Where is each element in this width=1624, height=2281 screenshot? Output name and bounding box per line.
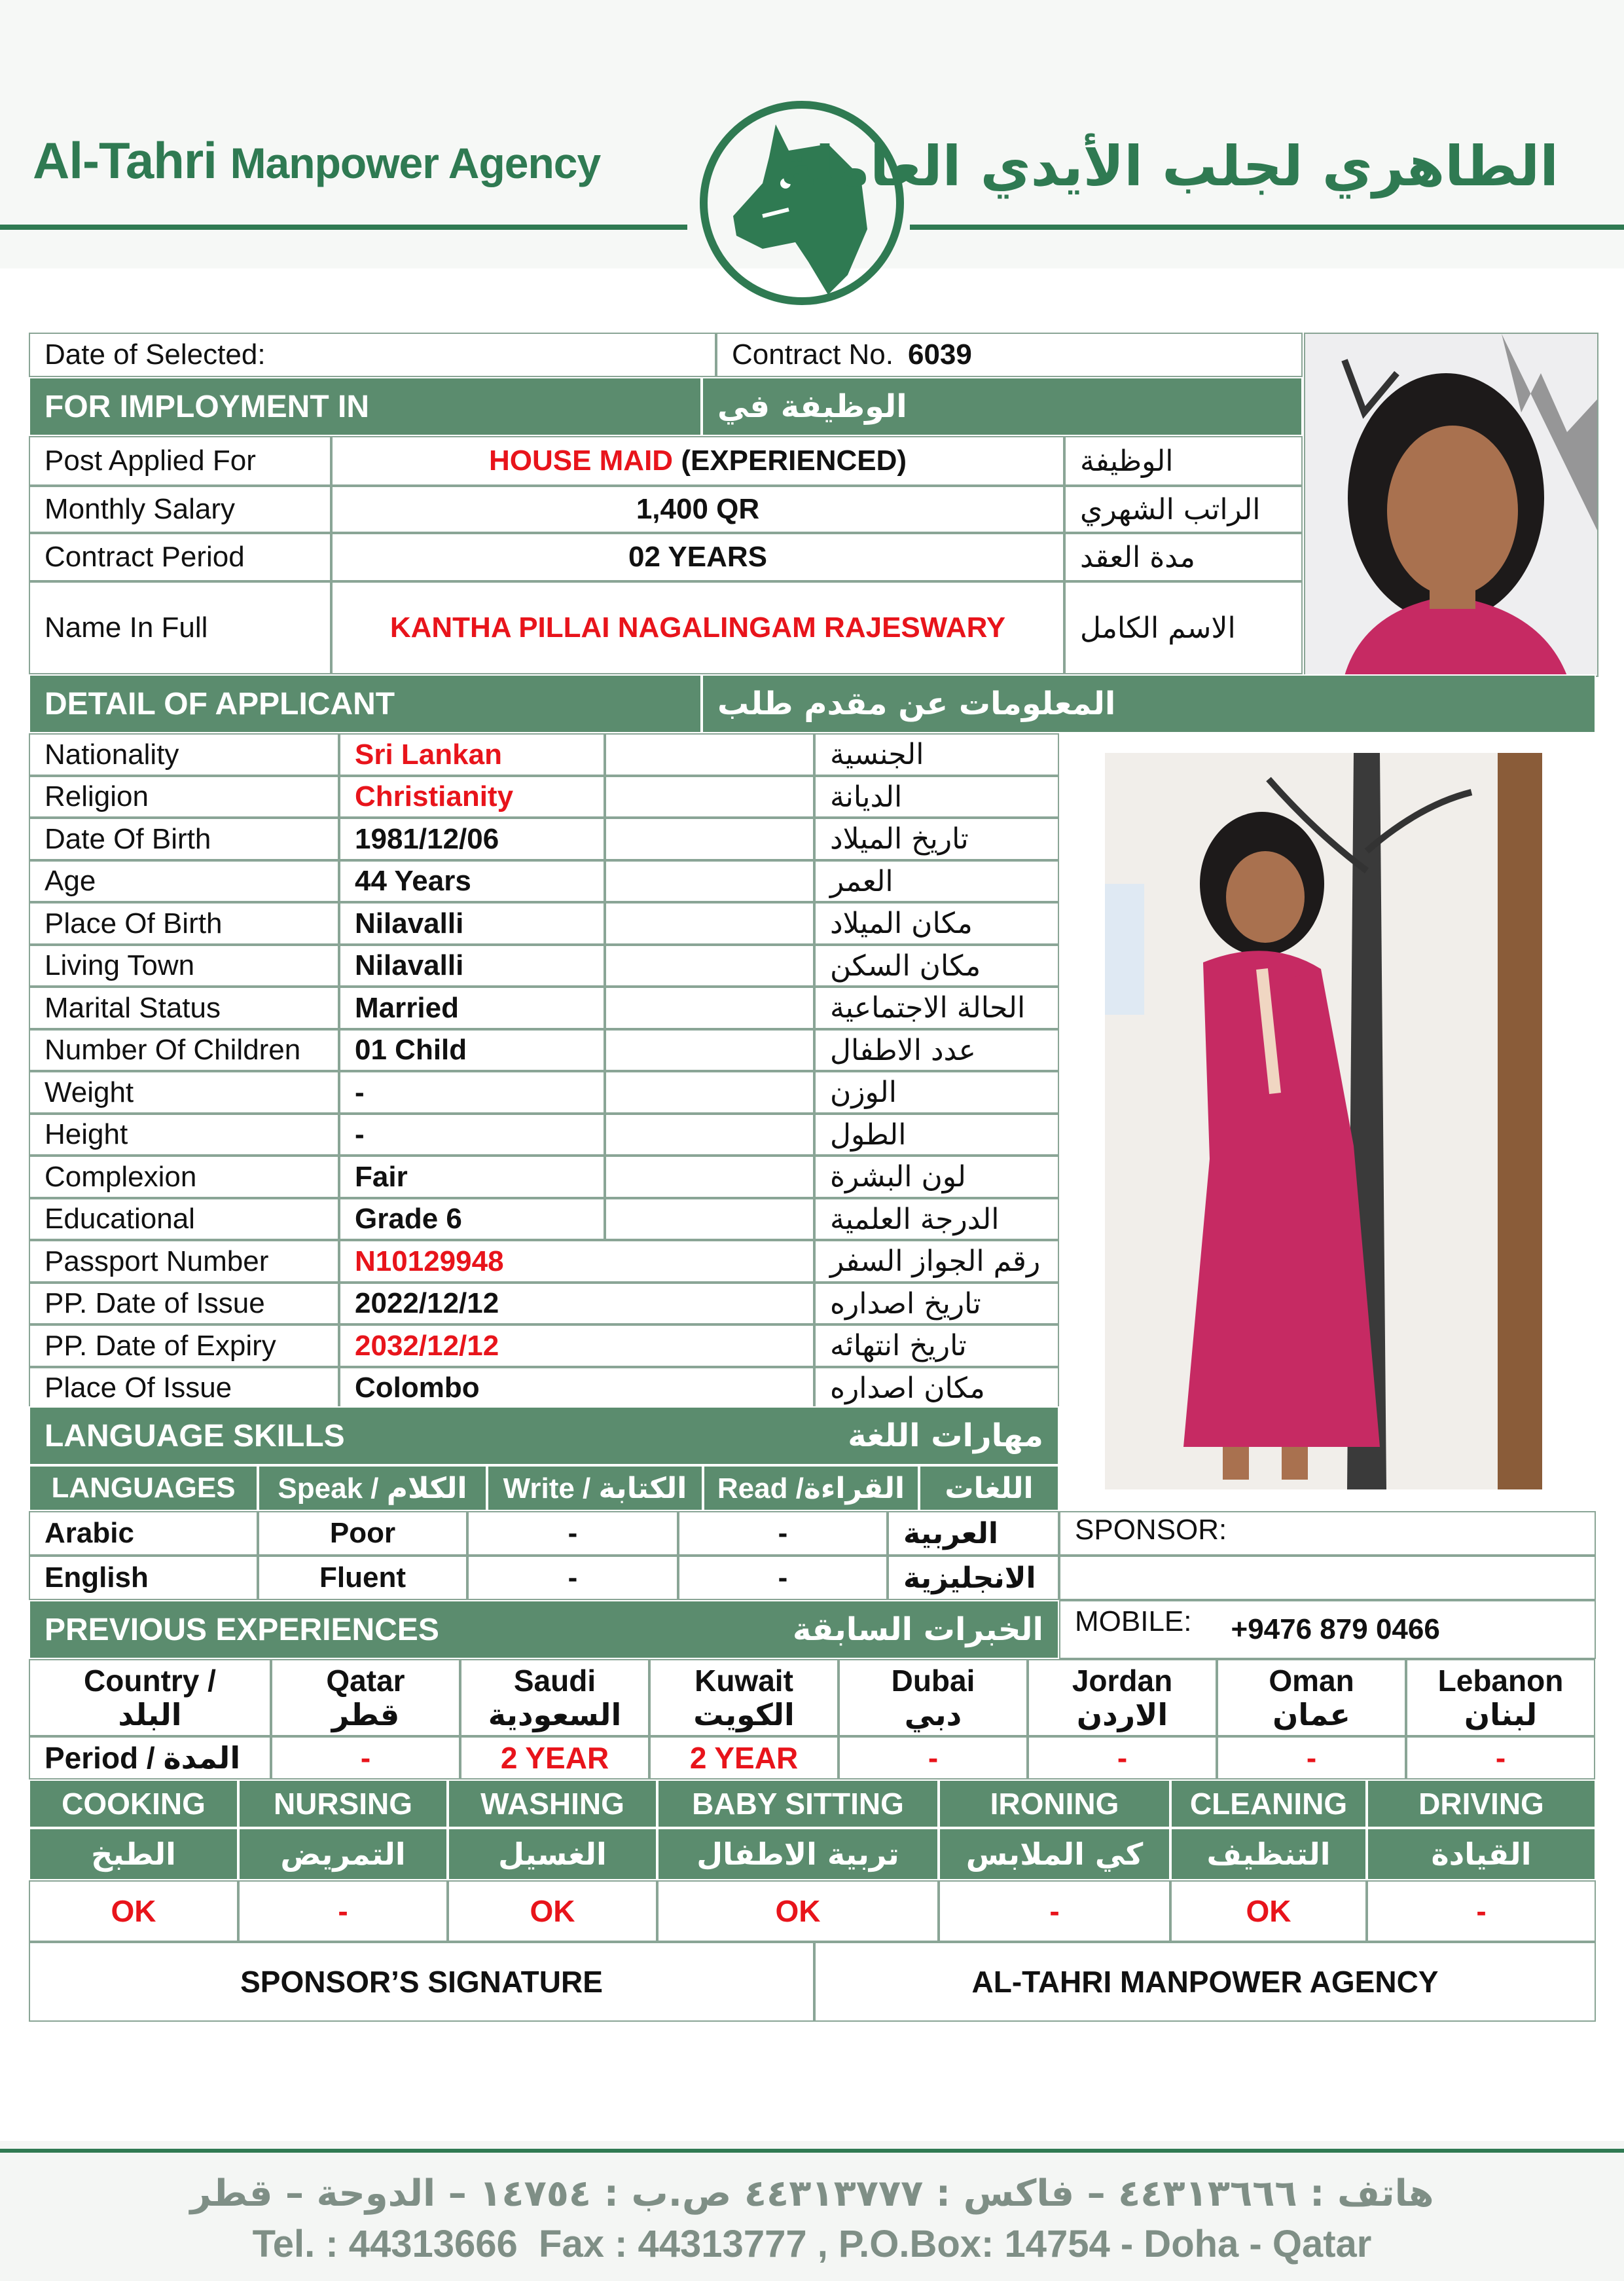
applicant-value: Nilavalli bbox=[339, 945, 605, 987]
footer-arabic: هاتف : ٤٤٣١٣٦٦٦ – فاكس : ٤٤٣١٣٧٧٧ ص.ب : ١٤٧٥٤ – الدوحة – قطر bbox=[190, 2172, 1434, 2215]
col-write: Write / الكتابة bbox=[487, 1465, 703, 1511]
sponsor-signature: SPONSOR’S SIGNATURE bbox=[29, 1942, 814, 2022]
skill-cleaning-value: OK bbox=[1170, 1880, 1367, 1942]
country-period: - bbox=[1217, 1736, 1406, 1779]
skill-cooking-en: COOKING bbox=[29, 1779, 238, 1828]
sponsor-cell bbox=[1059, 1511, 1596, 1556]
applicant-label: Religion bbox=[29, 776, 339, 818]
applicant-label-ar: الطول bbox=[814, 1114, 1059, 1156]
country-label-cell bbox=[29, 1659, 271, 1736]
contract-no-cell bbox=[716, 333, 1303, 377]
skill-driving-ar: القيادة bbox=[1367, 1828, 1596, 1880]
employment-title-en: FOR IMPLOYMENT IN bbox=[29, 377, 702, 436]
applicant-value: Nilavalli bbox=[339, 902, 605, 945]
country-name-en: Lebanon bbox=[1437, 1664, 1564, 1698]
country-name-en: Jordan bbox=[1072, 1664, 1173, 1698]
experience-title-ar: الخبرات السابقة bbox=[793, 1611, 1043, 1648]
skill-baby-sitting-ar: تربية الاطفال bbox=[657, 1828, 939, 1880]
applicant-value: Colombo bbox=[339, 1367, 814, 1409]
applicant-value: 1981/12/06 bbox=[339, 818, 605, 860]
applicant-label-ar: مكان الميلاد bbox=[814, 902, 1059, 945]
lang-english-read: - bbox=[678, 1556, 888, 1600]
skill-nursing-ar: التمريض bbox=[238, 1828, 448, 1880]
skill-driving-en: DRIVING bbox=[1367, 1779, 1596, 1828]
country-name-ar: الاردن bbox=[1076, 1697, 1168, 1732]
applicant-label: Place Of Issue bbox=[29, 1367, 339, 1409]
lang-arabic: Arabic bbox=[29, 1511, 258, 1556]
applicant-label-ar: تاريخ الميلاد bbox=[814, 818, 1059, 860]
name-label: Name In Full bbox=[29, 581, 331, 674]
country-name-en: Saudi bbox=[513, 1664, 596, 1698]
applicant-label-ar: لون البشرة bbox=[814, 1156, 1059, 1198]
applicant-label: Place Of Birth bbox=[29, 902, 339, 945]
col-ar: اللغات bbox=[919, 1465, 1059, 1511]
col-languages: LANGUAGES bbox=[29, 1465, 258, 1511]
country-period: 2 YEAR bbox=[649, 1736, 839, 1779]
country-name-en: Dubai bbox=[891, 1664, 975, 1698]
country-name-ar: دبي bbox=[904, 1697, 962, 1732]
skill-baby-sitting-en: BABY SITTING bbox=[657, 1779, 939, 1828]
applicant-label-ar: مكان اصداره bbox=[814, 1367, 1059, 1409]
mobile-cell bbox=[1059, 1600, 1596, 1659]
applicant-label: Height bbox=[29, 1114, 339, 1156]
footer-line bbox=[0, 2149, 1624, 2153]
employment-title-ar: الوظيفة في bbox=[702, 377, 1303, 436]
applicant-label: Weight bbox=[29, 1071, 339, 1114]
date-selected-label: Date of Selected: bbox=[45, 338, 266, 371]
applicant-label-ar: تاريخ اصداره bbox=[814, 1283, 1059, 1324]
applicant-label-ar: الحالة الاجتماعية bbox=[814, 987, 1059, 1029]
country-qatar bbox=[271, 1659, 460, 1736]
applicant-value: - bbox=[339, 1114, 605, 1156]
agency-signature: AL-TAHRI MANPOWER AGENCY bbox=[814, 1942, 1596, 2022]
country-name-en: Kuwait bbox=[695, 1664, 793, 1698]
name-label-ar: الاسم الكامل bbox=[1064, 581, 1303, 674]
applicant-blank bbox=[605, 1029, 814, 1071]
applicant-blank bbox=[605, 987, 814, 1029]
applicant-blank bbox=[605, 1156, 814, 1198]
skill-cleaning-ar: التنظيف bbox=[1170, 1828, 1367, 1880]
applicant-title-en: DETAIL OF APPLICANT bbox=[29, 674, 702, 733]
applicant-label: Educational bbox=[29, 1198, 339, 1240]
applicant-value: - bbox=[339, 1071, 605, 1114]
sponsor-blank-cell bbox=[1059, 1556, 1596, 1600]
footer bbox=[0, 2141, 1624, 2281]
country-name-ar: عمان bbox=[1272, 1697, 1350, 1732]
skill-nursing-en: NURSING bbox=[238, 1779, 448, 1828]
applicant-label: Number Of Children bbox=[29, 1029, 339, 1071]
applicant-label-ar: الدرجة العلمية bbox=[814, 1198, 1059, 1240]
languages-title-en bbox=[29, 1406, 1059, 1465]
applicant-label: PP. Date of Expiry bbox=[29, 1324, 339, 1367]
applicant-label-ar: رقم الجواز السفر bbox=[814, 1240, 1059, 1283]
agency-name-sub: Manpower Agency bbox=[230, 139, 601, 187]
applicant-value: 44 Years bbox=[339, 860, 605, 902]
applicant-label: Date Of Birth bbox=[29, 818, 339, 860]
lang-arabic-speak: Poor bbox=[258, 1511, 467, 1556]
experience-title bbox=[29, 1600, 1059, 1659]
applicant-blank bbox=[605, 818, 814, 860]
experience-title-en: PREVIOUS EXPERIENCES bbox=[45, 1612, 439, 1647]
applicant-blank bbox=[605, 1071, 814, 1114]
mobile-value: +9476 879 0466 bbox=[1231, 1613, 1440, 1645]
skill-ironing-value: - bbox=[939, 1880, 1170, 1942]
applicant-label: Age bbox=[29, 860, 339, 902]
country-label-ar: البلد bbox=[118, 1697, 182, 1732]
skill-cooking-ar: الطبخ bbox=[29, 1828, 238, 1880]
full-body-photo bbox=[1105, 753, 1542, 1489]
applicant-blank bbox=[605, 945, 814, 987]
applicant-value: Fair bbox=[339, 1156, 605, 1198]
lang-arabic-read: - bbox=[678, 1511, 888, 1556]
languages-title-ar: مهارات اللغة bbox=[848, 1417, 1043, 1454]
skill-driving-value: - bbox=[1367, 1880, 1596, 1942]
skill-cooking-value: OK bbox=[29, 1880, 238, 1942]
skill-nursing-value: - bbox=[238, 1880, 448, 1942]
country-kuwait bbox=[649, 1659, 839, 1736]
lang-arabic-write: - bbox=[467, 1511, 678, 1556]
letterhead bbox=[0, 0, 1624, 268]
country-period: 2 YEAR bbox=[460, 1736, 649, 1779]
skill-washing-value: OK bbox=[448, 1880, 657, 1942]
applicant-value: Married bbox=[339, 987, 605, 1029]
applicant-value: N10129948 bbox=[339, 1240, 814, 1283]
country-period: - bbox=[271, 1736, 460, 1779]
country-saudi bbox=[460, 1659, 649, 1736]
applicant-blank bbox=[605, 860, 814, 902]
post-value bbox=[331, 436, 1064, 486]
country-period: - bbox=[1028, 1736, 1217, 1779]
applicant-label: Nationality bbox=[29, 733, 339, 776]
applicant-label: PP. Date of Issue bbox=[29, 1283, 339, 1324]
applicant-label: Living Town bbox=[29, 945, 339, 987]
portrait-photo bbox=[1304, 333, 1598, 677]
col-read: Read /القراءة bbox=[703, 1465, 919, 1511]
applicant-value: Christianity bbox=[339, 776, 605, 818]
applicant-title-ar: المعلومات عن مقدم طلب bbox=[702, 674, 1596, 733]
lang-english-write: - bbox=[467, 1556, 678, 1600]
salary-value: 1,400 QR bbox=[331, 486, 1064, 533]
applicant-blank bbox=[605, 776, 814, 818]
lang-arabic-ar: العربية bbox=[888, 1511, 1059, 1556]
applicant-label: Marital Status bbox=[29, 987, 339, 1029]
applicant-value: Grade 6 bbox=[339, 1198, 605, 1240]
salary-label: Monthly Salary bbox=[29, 486, 331, 533]
post-label: Post Applied For bbox=[29, 436, 331, 486]
skill-cleaning-en: CLEANING bbox=[1170, 1779, 1367, 1828]
period-row-label: Period / المدة bbox=[29, 1736, 271, 1779]
date-selected-cell bbox=[29, 333, 716, 377]
sponsor-label: SPONSOR: bbox=[1075, 1514, 1227, 1546]
skill-baby-sitting-value: OK bbox=[657, 1880, 939, 1942]
applicant-blank bbox=[605, 733, 814, 776]
applicant-label-ar: الديانة bbox=[814, 776, 1059, 818]
period-value: 02 YEARS bbox=[331, 533, 1064, 581]
country-name-en: Oman bbox=[1269, 1664, 1354, 1698]
skill-ironing-en: IRONING bbox=[939, 1779, 1170, 1828]
salary-label-ar: الراتب الشهري bbox=[1064, 486, 1303, 533]
name-value: KANTHA PILLAI NAGALINGAM RAJESWARY bbox=[331, 581, 1064, 674]
languages-title-en-text: LANGUAGE SKILLS bbox=[45, 1418, 345, 1453]
header-line-right bbox=[910, 225, 1624, 230]
applicant-blank bbox=[605, 1198, 814, 1240]
period-label: Contract Period bbox=[29, 533, 331, 581]
footer-english: Tel. : 44313666 Fax : 44313777 , P.O.Box: 14754 - Doha - Qatar bbox=[252, 2223, 1372, 2265]
applicant-label-ar: الوزن bbox=[814, 1071, 1059, 1114]
applicant-value: Sri Lankan bbox=[339, 733, 605, 776]
applicant-value: 2032/12/12 bbox=[339, 1324, 814, 1367]
applicant-value: 2022/12/12 bbox=[339, 1283, 814, 1324]
country-name-ar: قطر bbox=[331, 1697, 400, 1732]
skill-ironing-ar: كي الملابس bbox=[939, 1828, 1170, 1880]
header-line-left bbox=[0, 225, 687, 230]
post-value-red: HOUSE MAID bbox=[488, 445, 674, 477]
applicant-value: 01 Child bbox=[339, 1029, 605, 1071]
horse-head-icon bbox=[697, 98, 907, 308]
applicant-label-ar: عدد الاطفال bbox=[814, 1029, 1059, 1071]
applicant-blank bbox=[605, 902, 814, 945]
country-oman bbox=[1217, 1659, 1406, 1736]
applicant-label: Complexion bbox=[29, 1156, 339, 1198]
country-period: - bbox=[1406, 1736, 1595, 1779]
skill-washing-en: WASHING bbox=[448, 1779, 657, 1828]
contract-no-label: Contract No. bbox=[732, 338, 893, 371]
post-value-black: (EXPERIENCED) bbox=[681, 445, 907, 477]
country-name-ar: الكويت bbox=[693, 1697, 795, 1732]
country-period: - bbox=[839, 1736, 1028, 1779]
agency-name-en bbox=[33, 131, 600, 191]
country-dubai bbox=[839, 1659, 1028, 1736]
skill-washing-ar: الغسيل bbox=[448, 1828, 657, 1880]
agency-name-ar: الطاهري لجلب الأيدي العاملة bbox=[780, 134, 1559, 198]
lang-english-ar: الانجليزية bbox=[888, 1556, 1059, 1600]
post-label-ar: الوظيفة bbox=[1064, 436, 1303, 486]
mobile-label: MOBILE: bbox=[1075, 1605, 1192, 1637]
country-jordan bbox=[1028, 1659, 1217, 1736]
lang-english: English bbox=[29, 1556, 258, 1600]
applicant-blank bbox=[605, 1114, 814, 1156]
agency-name-main: Al-Tahri bbox=[33, 132, 217, 189]
country-name-en: Qatar bbox=[326, 1664, 405, 1698]
col-speak: Speak / الكلام bbox=[258, 1465, 487, 1511]
lang-english-speak: Fluent bbox=[258, 1556, 467, 1600]
applicant-label: Passport Number bbox=[29, 1240, 339, 1283]
country-name-ar: السعودية bbox=[488, 1697, 622, 1732]
applicant-label-ar: الجنسية bbox=[814, 733, 1059, 776]
applicant-label-ar: العمر bbox=[814, 860, 1059, 902]
period-label-ar: مدة العقد bbox=[1064, 533, 1303, 581]
country-label-en: Country / bbox=[84, 1664, 216, 1698]
country-lebanon bbox=[1406, 1659, 1595, 1736]
contract-no-value: 6039 bbox=[907, 338, 972, 371]
country-name-ar: لبنان bbox=[1464, 1697, 1538, 1732]
applicant-label-ar: تاريخ انتهائه bbox=[814, 1324, 1059, 1367]
applicant-label-ar: مكان السكن bbox=[814, 945, 1059, 987]
